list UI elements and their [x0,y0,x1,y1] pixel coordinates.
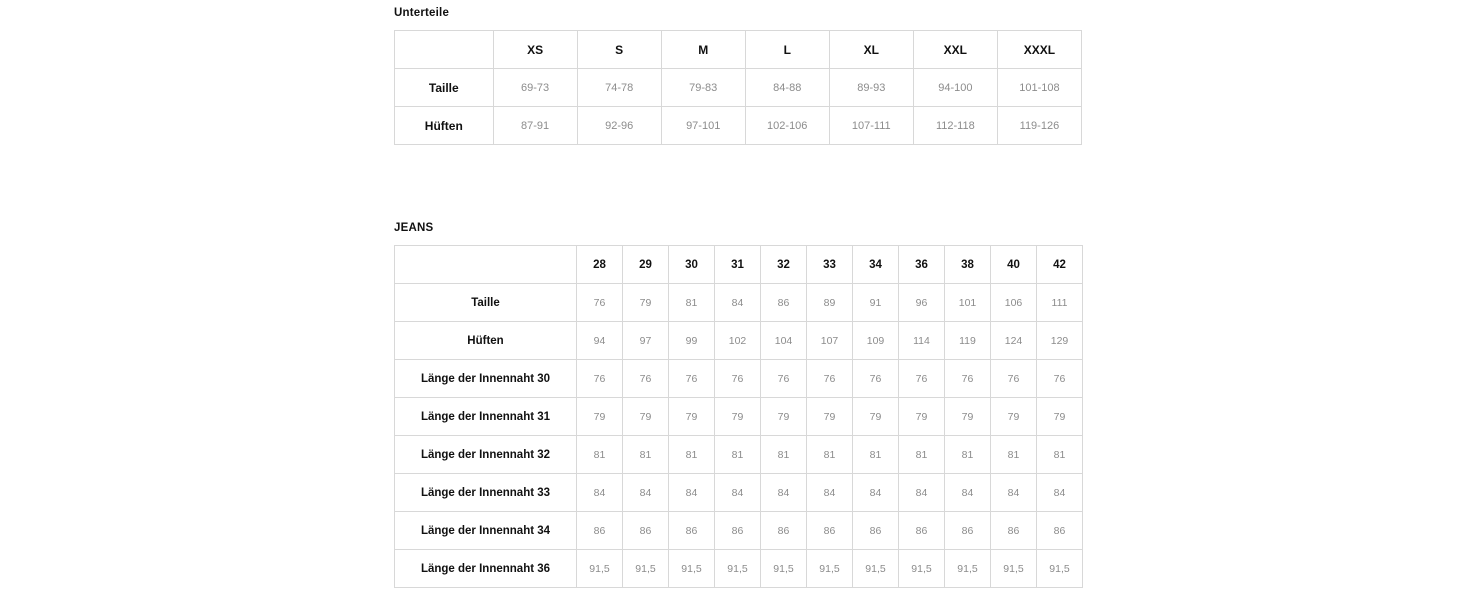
table-cell: 86 [899,512,945,550]
table-cell: 76 [945,360,991,398]
table-header-jeans [395,246,1083,284]
table-cell: 91,5 [577,550,623,588]
row-label: Taille [395,284,577,322]
table-cell: 79 [807,398,853,436]
column-header: 33 [807,246,853,284]
table-row [395,512,1083,550]
table-cell: 114 [899,322,945,360]
table-cell: 76 [761,360,807,398]
table-cell: 86 [715,512,761,550]
table-cell: 79 [761,398,807,436]
table-cell: 76 [623,360,669,398]
table-cell: 84-88 [745,69,829,107]
table-cell: 92-96 [577,107,661,145]
table-cell: 91,5 [853,550,899,588]
size-table-unterteile [394,30,1082,145]
table-cell: 91,5 [761,550,807,588]
table-row [395,284,1083,322]
table-cell: 79 [991,398,1037,436]
table-cell: 86 [761,512,807,550]
row-label: Taille [395,69,494,107]
table-cell: 81 [853,436,899,474]
table-cell: 84 [669,474,715,512]
table-row [395,107,1082,145]
table-cell: 81 [577,436,623,474]
column-header: XXL [913,31,997,69]
table-cell: 79 [853,398,899,436]
column-header: 28 [577,246,623,284]
table-cell: 86 [623,512,669,550]
table-cell: 86 [945,512,991,550]
row-label: Hüften [395,322,577,360]
table-cell: 84 [807,474,853,512]
table-cell: 87-91 [493,107,577,145]
table-cell: 104 [761,322,807,360]
table-cell: 76 [853,360,899,398]
table-cell: 89-93 [829,69,913,107]
table-cell: 91,5 [669,550,715,588]
table-corner-cell [395,246,577,284]
column-header: M [661,31,745,69]
table-cell: 119-126 [997,107,1081,145]
table-cell: 91,5 [945,550,991,588]
column-header: 34 [853,246,899,284]
table-cell: 76 [807,360,853,398]
table-cell: 97 [623,322,669,360]
table-cell: 111 [1037,284,1083,322]
table-cell: 89 [807,284,853,322]
table-row [395,474,1083,512]
table-cell: 79 [669,398,715,436]
column-header: 38 [945,246,991,284]
table-cell: 81 [761,436,807,474]
table-cell: 86 [669,512,715,550]
table-cell: 79 [577,398,623,436]
table-cell: 79 [623,284,669,322]
table-cell: 84 [945,474,991,512]
table-cell: 84 [899,474,945,512]
table-cell: 91,5 [1037,550,1083,588]
table-row [395,322,1083,360]
table-header-row [395,31,1082,69]
column-header: XXXL [997,31,1081,69]
table-cell: 91,5 [899,550,945,588]
table-corner-cell [395,31,494,69]
table-cell: 86 [853,512,899,550]
column-header: 40 [991,246,1037,284]
table-cell: 101-108 [997,69,1081,107]
table-cell: 81 [623,436,669,474]
table-cell: 84 [853,474,899,512]
table-body-jeans [395,284,1083,588]
column-header: S [577,31,661,69]
table-cell: 101 [945,284,991,322]
table-cell: 91 [853,284,899,322]
column-header: 36 [899,246,945,284]
row-label: Länge der Innennaht 31 [395,398,577,436]
table-cell: 81 [899,436,945,474]
column-header: 32 [761,246,807,284]
table-row [395,436,1083,474]
row-label: Länge der Innennaht 30 [395,360,577,398]
table-row [395,550,1083,588]
section-unterteile [394,6,1082,145]
table-row [395,69,1082,107]
table-cell: 76 [991,360,1037,398]
table-cell: 99 [669,322,715,360]
table-header-row [395,246,1083,284]
table-cell: 107 [807,322,853,360]
table-cell: 76 [1037,360,1083,398]
table-cell: 84 [623,474,669,512]
table-cell: 81 [991,436,1037,474]
table-cell: 107-111 [829,107,913,145]
table-cell: 112-118 [913,107,997,145]
table-cell: 76 [577,284,623,322]
table-cell: 86 [577,512,623,550]
table-cell: 86 [1037,512,1083,550]
section-jeans [394,221,1083,588]
column-header: XS [493,31,577,69]
table-cell: 81 [1037,436,1083,474]
table-cell: 81 [807,436,853,474]
row-label: Länge der Innennaht 36 [395,550,577,588]
table-cell: 79 [899,398,945,436]
table-cell: 69-73 [493,69,577,107]
table-cell: 86 [807,512,853,550]
table-cell: 109 [853,322,899,360]
row-label: Länge der Innennaht 32 [395,436,577,474]
table-cell: 84 [761,474,807,512]
table-cell: 76 [577,360,623,398]
size-table-jeans [394,245,1083,588]
table-cell: 81 [945,436,991,474]
table-cell: 84 [715,474,761,512]
table-cell: 91,5 [807,550,853,588]
table-cell: 91,5 [623,550,669,588]
column-header: 31 [715,246,761,284]
table-cell: 102 [715,322,761,360]
section-title-jeans: JEANS [394,222,434,234]
column-header: XL [829,31,913,69]
table-cell: 79 [945,398,991,436]
table-row [395,360,1083,398]
table-cell: 86 [991,512,1037,550]
table-cell: 106 [991,284,1037,322]
table-cell: 129 [1037,322,1083,360]
row-label: Hüften [395,107,494,145]
table-body-unterteile [395,69,1082,145]
table-cell: 76 [899,360,945,398]
table-cell: 102-106 [745,107,829,145]
row-label: Länge der Innennaht 33 [395,474,577,512]
table-cell: 119 [945,322,991,360]
table-cell: 79 [1037,398,1083,436]
table-cell: 84 [1037,474,1083,512]
table-cell: 79 [715,398,761,436]
table-cell: 94 [577,322,623,360]
table-cell: 81 [669,436,715,474]
table-cell: 81 [715,436,761,474]
table-cell: 76 [715,360,761,398]
table-cell: 84 [577,474,623,512]
table-cell: 79 [623,398,669,436]
table-cell: 94-100 [913,69,997,107]
table-cell: 91,5 [715,550,761,588]
table-cell: 97-101 [661,107,745,145]
section-title-unterteile: Unterteile [394,7,450,19]
table-cell: 79-83 [661,69,745,107]
row-label: Länge der Innennaht 34 [395,512,577,550]
column-header: 30 [669,246,715,284]
table-cell: 81 [669,284,715,322]
table-cell: 74-78 [577,69,661,107]
column-header: L [745,31,829,69]
column-header: 29 [623,246,669,284]
table-cell: 124 [991,322,1037,360]
table-cell: 84 [715,284,761,322]
table-cell: 86 [761,284,807,322]
column-header: 42 [1037,246,1083,284]
table-cell: 96 [899,284,945,322]
table-cell: 76 [669,360,715,398]
table-row [395,398,1083,436]
table-cell: 91,5 [991,550,1037,588]
table-header-unterteile [395,31,1082,69]
table-cell: 84 [991,474,1037,512]
